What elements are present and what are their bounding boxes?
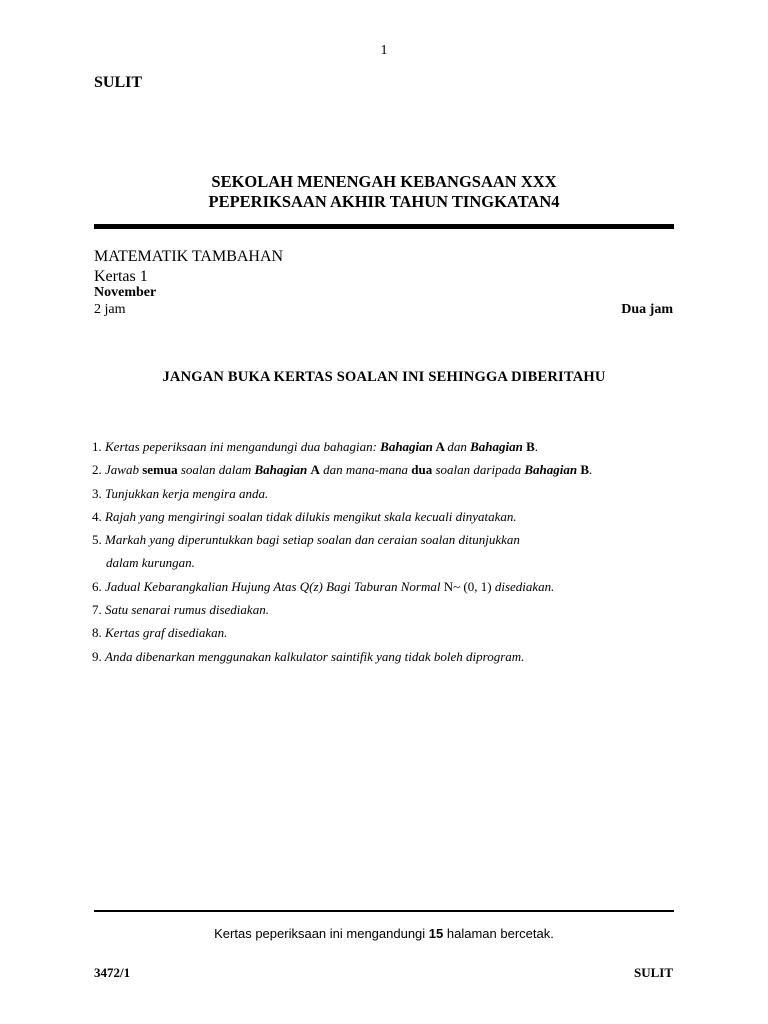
- instruction-item: 2. Jawab semua soalan dalam Bahagian A dan mana-mana dua soalan daripada Bahagian B.: [92, 462, 593, 478]
- instruction-item: 5. Markah yang diperuntukkan bagi setiap soalan dan ceraian soalan ditunjukkan: [92, 532, 520, 548]
- exam-month: November: [94, 285, 157, 300]
- footer-divider: [94, 910, 674, 912]
- instruction-item: 7. Satu senarai rumus disediakan.: [92, 602, 269, 618]
- instruction-item: 3. Tunjukkan kerja mengira anda.: [92, 485, 269, 501]
- school-name: SEKOLAH MENENGAH KEBANGSAAN XXX: [211, 172, 557, 191]
- heading-divider: [94, 224, 674, 229]
- classification-bottom: SULIT: [633, 965, 673, 980]
- exam-heading: [94, 172, 674, 212]
- instruction-continuation: dalam kurungan.: [106, 555, 195, 571]
- classification-top: SULIT: [94, 74, 143, 91]
- instruction-item: 6. Jadual Kebarangkalian Hujung Atas Q(z) Bagi Taburan Normal N~ (0, 1) disediakan.: [92, 578, 555, 594]
- page-count-note: Kertas peperiksaan ini mengandungi 15 halaman bercetak.: [214, 926, 554, 941]
- instruction-item: 9. Anda dibenarkan menggunakan kalkulator saintifik yang tidak boleh diprogram.: [92, 648, 525, 664]
- do-not-open-warning: JANGAN BUKA KERTAS SOALAN INI SEHINGGA DIBERITAHU: [162, 369, 606, 385]
- exam-name: PEPERIKSAAN AKHIR TAHUN TINGKATAN4: [208, 192, 560, 211]
- paper-number: Kertas 1: [94, 268, 148, 285]
- subject-name: MATEMATIK TAMBAHAN: [94, 248, 284, 265]
- instruction-item: 4. Rajah yang mengiringi soalan tidak dilukis mengikut skala kecuali dinyatakan.: [92, 508, 517, 524]
- instruction-item: 1. Kertas peperiksaan ini mengandungi dua bahagian: Bahagian A dan Bahagian B.: [92, 439, 539, 454]
- instructions-list: [92, 435, 692, 668]
- duration-numeric: 2 jam: [94, 302, 126, 317]
- instruction-item: 8. Kertas graf disediakan.: [92, 625, 228, 641]
- duration-words: Dua jam: [621, 302, 673, 317]
- page-number: 1: [380, 43, 388, 58]
- paper-code: 3472/1: [94, 965, 131, 980]
